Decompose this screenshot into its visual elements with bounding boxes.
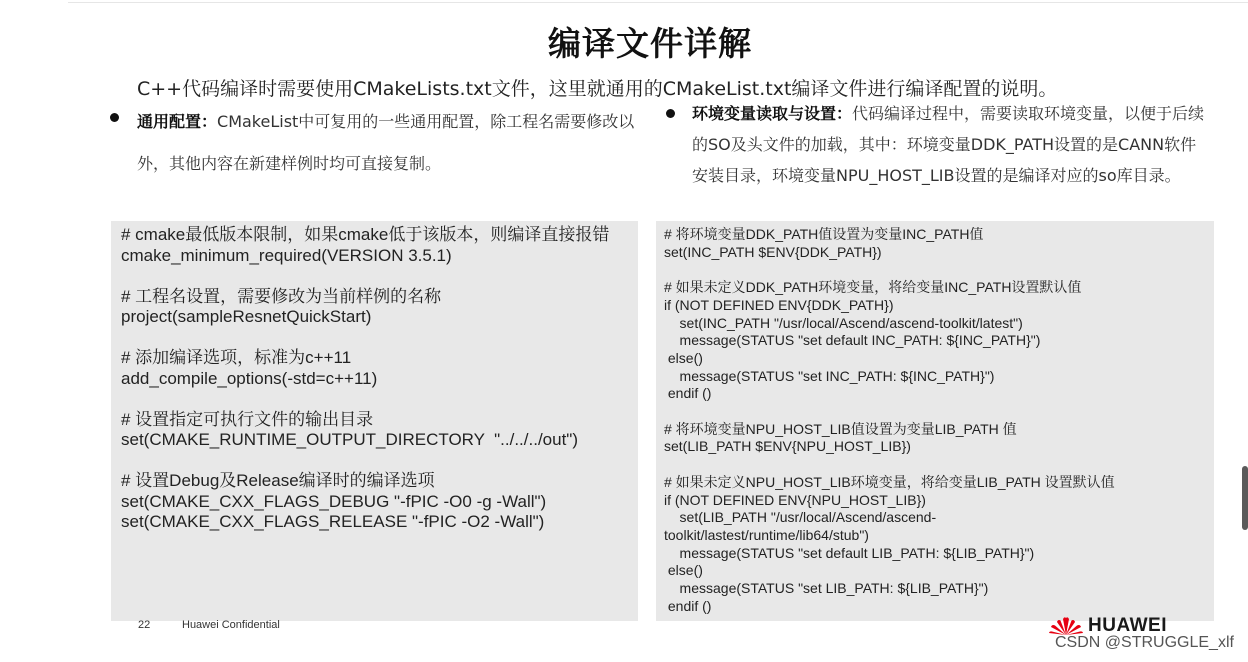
bullet-text: 代码编译过程中，需要读取环境变量，以便于后续的SO及头文件的加载，其中：环境变量DDK_PATH设置的是CANN软件安装目录，环境变量NPU_HOST_LIB设置的是编译对应的so库目录。 [692,104,1205,185]
slide-title: 编译文件详解 [548,24,752,63]
top-divider [68,2,1248,3]
bullet-label: 通用配置： [137,112,218,131]
bullet-general-config [137,101,637,185]
watermark: CSDN @STRUGGLE_xlf [1055,634,1234,651]
confidential-label: Huawei Confidential [182,619,280,631]
intro-text: C++代码编译时需要使用CMakeLists.txt文件，这里就通用的CMakeList.txt编译文件进行编译配置的说明。 [137,78,1058,100]
bullet-env-config [692,98,1212,191]
bullet-text: CMakeList中可复用的一些通用配置，除工程名需要修改以外，其他内容在新建样例时均可直接复制。 [137,112,635,173]
logo-text: HUAWEI [1088,615,1167,636]
huawei-flower-icon [1048,616,1084,636]
code-block-general: # cmake最低版本限制，如果cmake低于该版本，则编译直接报错 cmake_minimum_required(VERSION 3.5.1) # 工程名设置，需要修改为当前样例的名称 project(sampleResnetQuickStart) # 添加编译选项，标准为c++11 add_compile_options(-std=c++11) # 设置指定可执行文件的输出目录 set(CMAKE_RUNTIME_OUTPUT_DIRECTORY "../../../out") # 设置Debug及Release编译时的编译选项 set(CMAKE_CXX_FLAGS_DEBUG "-fPIC -O0 -g -Wall") set(CMAKE_CXX_FLAGS_RELEASE "-fPIC -O2 -Wall") [111,221,638,621]
page-number: 22 [138,619,151,631]
bullet-dot [666,109,675,118]
scrollbar-thumb[interactable] [1242,466,1248,530]
code-block-env: # 将环境变量DDK_PATH值设置为变量INC_PATH值 set(INC_PATH $ENV{DDK_PATH}) # 如果未定义DDK_PATH环境变量，将给变量INC_PATH设置默认值 if (NOT DEFINED ENV{DDK_PATH}) set(INC_PATH "/usr/local/Ascend/ascend-toolkit/latest") message(STATUS "set default INC_PATH: ${INC_PATH}") else() message(STATUS "set INC_PATH: ${INC_PATH}") endif () # 将环境变量NPU_HOST_LIB值设置为变量LIB_PATH 值 set(LIB_PATH $ENV{NPU_HOST_LIB}) # 如果未定义NPU_HOST_LIB环境变量，将给变量LIB_PATH 设置默认值 if (NOT DEFINED ENV{NPU_HOST_LIB}) set(LIB_PATH "/usr/local/Ascend/ascend- toolkit/lastest/runtime/lib64/stub") message(STATUS "set default LIB_PATH: ${LIB_PATH}") else() message(STATUS "set LIB_PATH: ${LIB_PATH}") endif () [656,221,1214,621]
bullet-dot [110,113,119,122]
bullet-label: 环境变量读取与设置： [692,104,853,123]
